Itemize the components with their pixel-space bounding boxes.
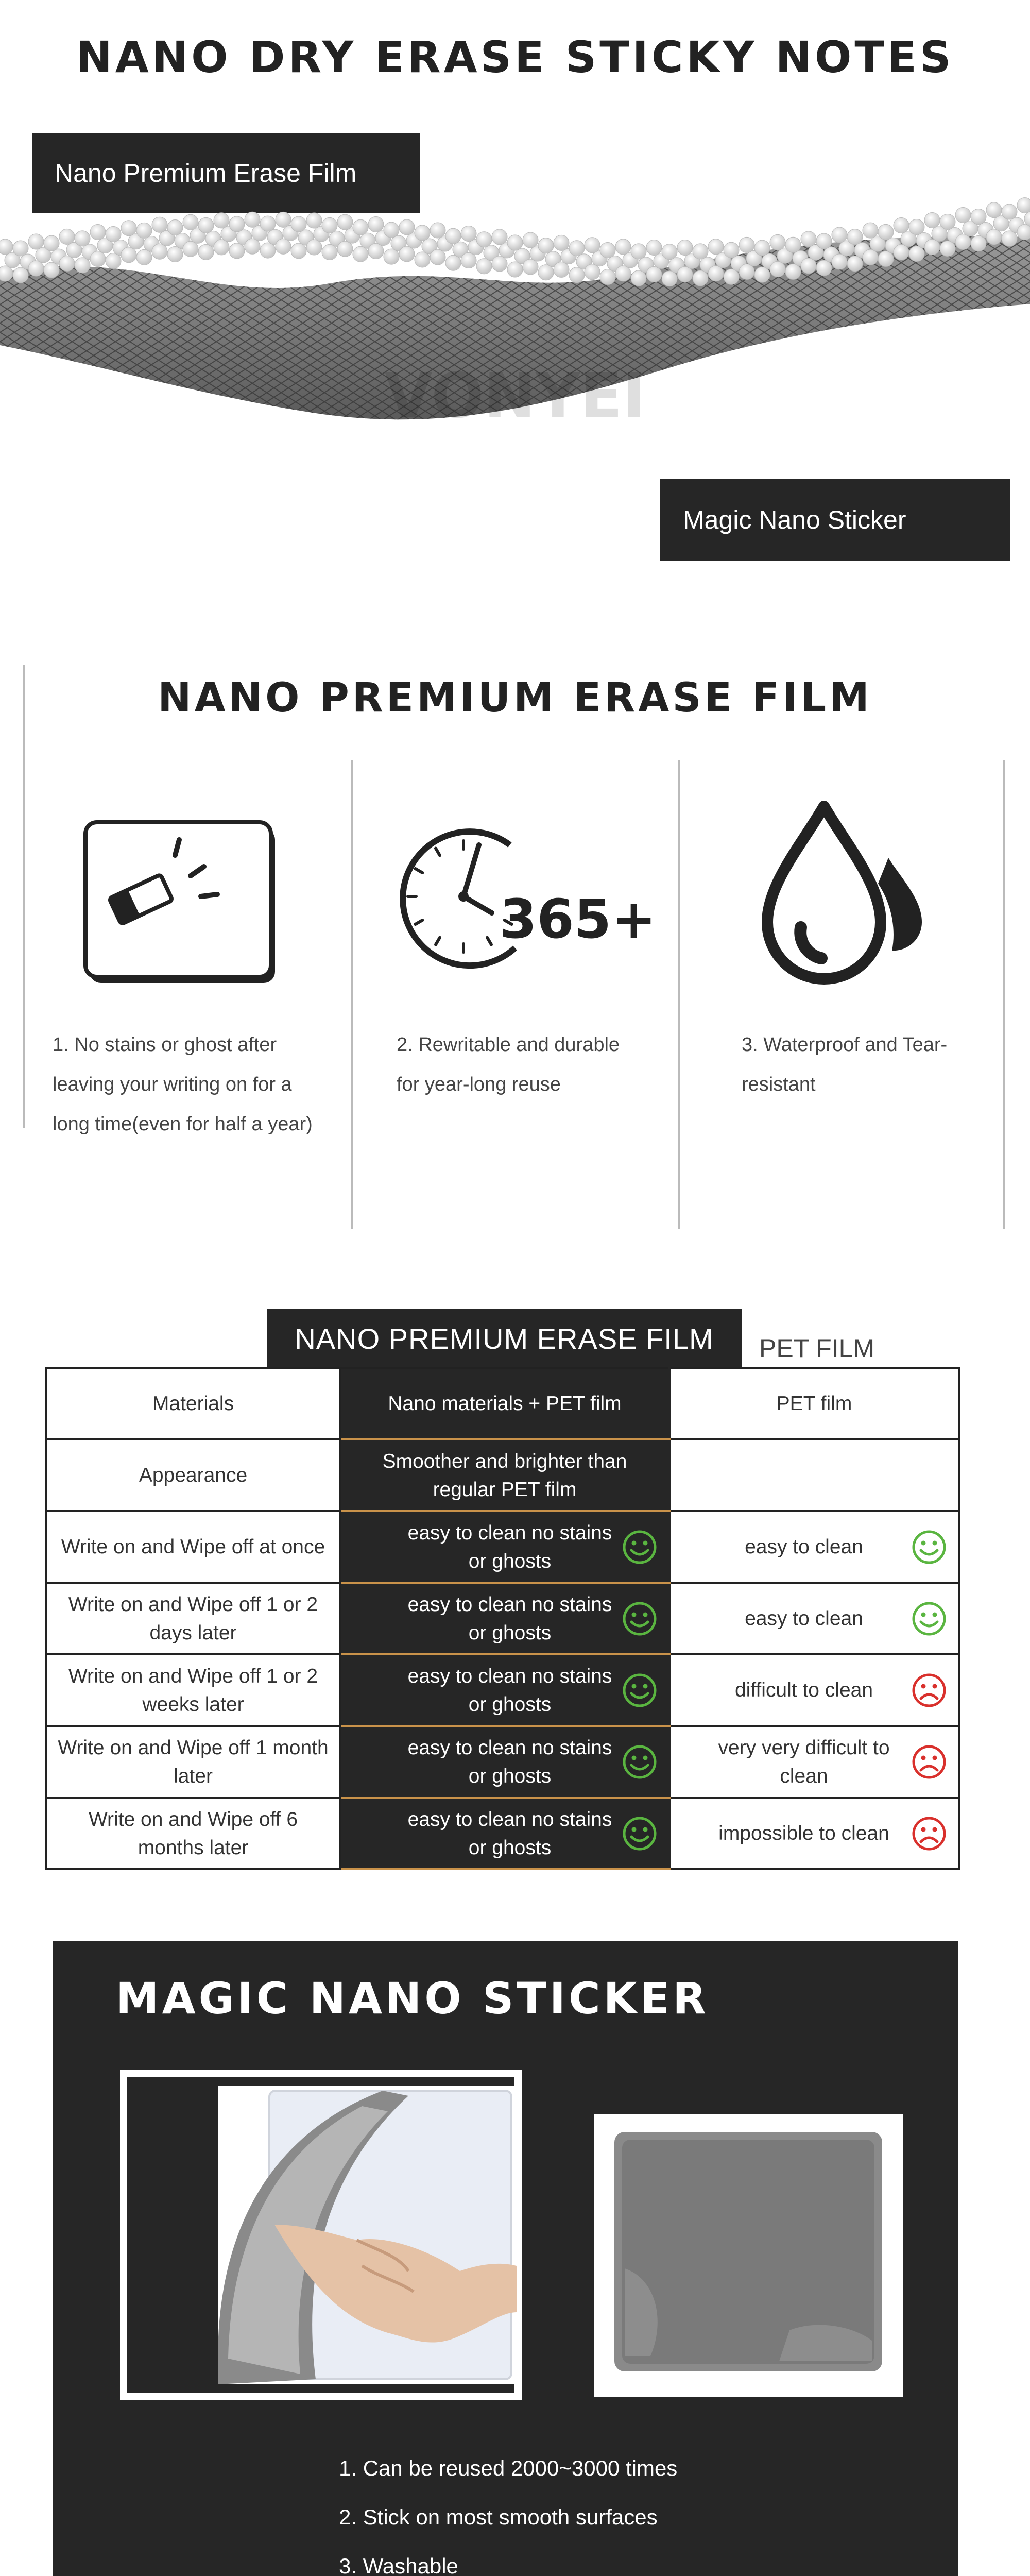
feature-3-text: 3. Waterproof and Tear-resistant <box>742 1034 948 1095</box>
pet-cell-text: very very difficult to clean <box>718 1736 890 1787</box>
feature-divider-2 <box>678 760 680 1229</box>
nano-cell <box>340 1798 670 1869</box>
pet-cell <box>670 1583 959 1654</box>
nano-cell-text: easy to clean no stains or ghosts <box>407 1665 612 1716</box>
pet-cell <box>670 1798 959 1869</box>
sticker-title: MAGIC NANO STICKER <box>116 1973 709 2024</box>
nano-cell-text: easy to clean no stains or ghosts <box>407 1736 612 1787</box>
sad-face-icon <box>912 1744 947 1780</box>
table-row <box>46 1511 959 1583</box>
table-header-row <box>46 1368 959 1439</box>
watermark-logo: VONYEI <box>384 361 646 432</box>
feature-divider-1 <box>351 760 353 1229</box>
header-nano: Nano materials + PET film <box>340 1368 670 1439</box>
label-magic-sticker-text: Magic Nano Sticker <box>683 505 906 534</box>
label-nano-film-text: Nano Premium Erase Film <box>55 158 357 188</box>
nano-cell-text: easy to clean no stains or ghosts <box>407 1593 612 1644</box>
nano-cell <box>340 1511 670 1583</box>
feature-divider-right <box>1003 760 1005 1229</box>
row-label: Write on and Wipe off 1 or 2 days later <box>46 1583 340 1654</box>
feature-divider-left <box>23 665 25 1128</box>
happy-face-icon <box>912 1601 947 1636</box>
sticker-feature-1: 1. Can be reused 2000~3000 times <box>339 2456 678 2480</box>
pet-cell <box>670 1654 959 1726</box>
pet-cell <box>670 1439 959 1511</box>
table-row <box>46 1726 959 1798</box>
label-magic-sticker <box>660 479 1010 561</box>
table-row <box>46 1439 959 1511</box>
pet-cell-text: easy to clean <box>745 1607 863 1630</box>
features-title: NANO PREMIUM ERASE FILM <box>158 675 872 721</box>
sticker-feature-3: 3. Washable <box>339 2554 458 2576</box>
row-label: Write on and Wipe off 1 month later <box>46 1726 340 1798</box>
eraser-board-icon <box>82 819 283 989</box>
tab-nano-film-label: NANO PREMIUM ERASE FILM <box>295 1323 714 1355</box>
nano-cell-text: easy to clean no stains or ghosts <box>407 1808 612 1859</box>
clock-365-badge: 365+ <box>500 888 657 951</box>
header-pet: PET film <box>670 1368 959 1439</box>
happy-face-icon <box>622 1816 657 1851</box>
happy-face-icon <box>622 1601 657 1636</box>
pet-cell-text: difficult to clean <box>734 1679 873 1701</box>
nano-cell-text: Smoother and brighter than regular PET film <box>382 1450 627 1501</box>
sticker-section <box>53 1941 958 2576</box>
happy-face-icon <box>622 1530 657 1565</box>
sticker-feature-list <box>339 2444 802 2576</box>
clock-365-icon <box>397 824 657 979</box>
comparison-table <box>45 1367 960 1870</box>
happy-face-icon <box>622 1673 657 1708</box>
row-label: Write on and Wipe off 1 or 2 weeks later <box>46 1654 340 1726</box>
row-label: Write on and Wipe off at once <box>46 1511 340 1583</box>
happy-face-icon <box>912 1530 947 1565</box>
table-row <box>46 1583 959 1654</box>
header-materials: Materials <box>46 1368 340 1439</box>
nano-cell <box>340 1654 670 1726</box>
pet-cell-text: impossible to clean <box>718 1822 889 1844</box>
nano-cell <box>340 1583 670 1654</box>
feature-2-text: 2. Rewritable and durable for year-long reuse <box>397 1034 620 1095</box>
pet-cell <box>670 1726 959 1798</box>
label-nano-film <box>32 133 420 213</box>
page-title: NANO DRY ERASE STICKY NOTES <box>76 32 954 82</box>
row-label: Write on and Wipe off 6 months later <box>46 1798 340 1869</box>
nano-cell <box>340 1439 670 1511</box>
row-label: Appearance <box>46 1439 340 1511</box>
sad-face-icon <box>912 1816 947 1851</box>
sticker-feature-2: 2. Stick on most smooth surfaces <box>339 2505 658 2529</box>
happy-face-icon <box>622 1744 657 1780</box>
feature-1-text: 1. No stains or ghost after leaving your writing on for a long time(even for half a year) <box>53 1034 313 1135</box>
tab-nano-film <box>267 1309 742 1368</box>
nano-mesh-illustration <box>0 216 1030 484</box>
nano-cell <box>340 1726 670 1798</box>
peeling-sticker-image <box>120 2070 522 2400</box>
tab-pet-film: PET FILM <box>759 1334 875 1363</box>
nano-cell-text: easy to clean no stains or ghosts <box>407 1521 612 1572</box>
water-drops-icon <box>757 796 942 992</box>
pet-cell <box>670 1511 959 1583</box>
grey-sticker-image <box>594 2114 903 2397</box>
table-row <box>46 1654 959 1726</box>
pet-cell-text: easy to clean <box>745 1536 863 1558</box>
table-row <box>46 1798 959 1869</box>
sad-face-icon <box>912 1673 947 1708</box>
